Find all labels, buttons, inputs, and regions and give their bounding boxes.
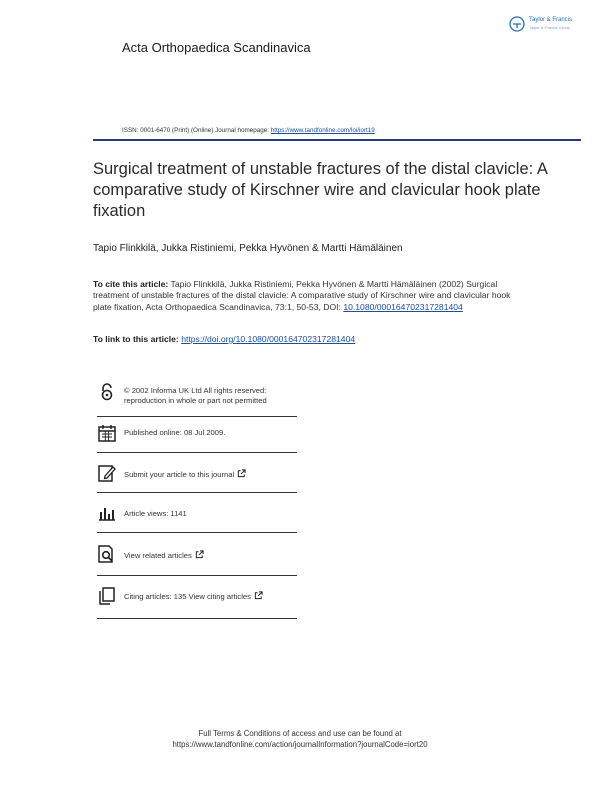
related-search-icon [97,544,117,564]
info-divider [97,575,297,576]
info-divider [97,416,297,417]
journal-info-link[interactable]: https://www.tandfonline.com/action/journalInformation?journalCode=iort20 [172,740,428,749]
citation-block [93,279,523,313]
submit-article-link[interactable] [124,469,246,480]
journal-homepage-link[interactable]: https://www.tandfonline.com/loi/iort19 [270,127,375,134]
view-related-label: View related articles [124,551,192,560]
citation-text: Tapio Flinkkilä, Jukka Ristiniemi, Pekka Hyvönen & Martti Hämäläinen (2002) Surgical treatment of unstable fractures of the distal clavicle: A comparative study of Kirschner wire and clavicular hook plate fixation, Acta Orthopaedica Scandinavica, 73:1, 50-53, DOI: [93,279,511,312]
publisher-logo-icon [509,16,525,32]
external-link-icon [195,550,204,559]
copyright-line-2: reproduction in whole or part not permitted [124,396,267,405]
article-views: Article views: 1141 [124,509,187,518]
info-divider [97,492,297,493]
citing-articles-label: Citing articles: 135 View citing articles [124,592,251,601]
published-date: Published online: 08 Jul 2009. [124,428,226,437]
external-link-icon [254,591,263,600]
edit-document-icon [97,463,117,483]
info-divider [97,452,297,453]
submit-article-label: Submit your article to this journal [124,470,235,479]
citation-label: To cite this article: [93,279,169,289]
bar-chart-icon [97,503,117,523]
publisher-logo-subtext: Taylor & Francis Group [529,25,570,30]
header-divider [93,139,581,141]
copy-documents-icon [97,586,117,606]
publisher-logo-text: Taylor & Francis [529,17,573,23]
info-divider [97,618,297,619]
calendar-icon [97,423,117,443]
article-link-line [93,334,355,344]
info-divider [97,532,297,533]
terms-text: Full Terms & Conditions of access and use can be found at [198,729,402,738]
copyright-line-1: © 2002 Informa UK Ltd All rights reserved: [124,386,267,395]
article-authors: Tapio Flinkkilä, Jukka Ristiniemi, Pekka Hyvönen & Martti Hämäläinen [93,243,403,254]
external-link-icon [237,469,246,478]
open-lock-icon [97,382,117,402]
terms-footer [0,728,600,750]
publisher-logo[interactable] [509,16,584,38]
view-citing-link[interactable] [124,591,263,602]
issn-line [122,127,375,134]
view-related-link[interactable] [124,550,204,561]
journal-title: Acta Orthopaedica Scandinavica [122,40,311,55]
article-title: Surgical treatment of unstable fractures of the distal clavicle: A comparative study of Kirschner wire and clavicular hook plate fixation [93,160,547,220]
article-link-label: To link to this article: [93,334,182,344]
article-doi-link[interactable]: https://doi.org/10.1080/000164702317281404 [181,334,356,344]
citation-doi-link[interactable]: 10.1080/000164702317281404 [343,301,463,312]
issn-text: ISSN: 0001-6470 (Print) (Online) Journal homepage: [122,127,271,134]
